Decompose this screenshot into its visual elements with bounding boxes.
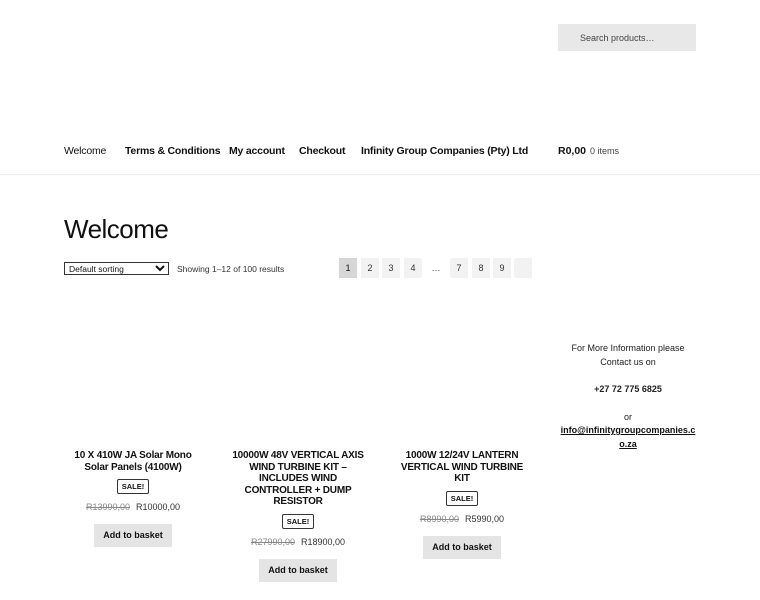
product-card bbox=[392, 450, 532, 559]
product-sale-price: R10000,00 bbox=[136, 502, 181, 512]
page-7[interactable]: 7 bbox=[450, 258, 468, 278]
product-price bbox=[392, 514, 532, 524]
header-divider bbox=[0, 174, 760, 175]
page-ellipsis: … bbox=[431, 263, 441, 273]
add-to-basket-button[interactable]: Add to basket bbox=[94, 524, 172, 547]
add-to-basket-button[interactable]: Add to basket bbox=[423, 536, 501, 559]
page-1[interactable]: 1 bbox=[339, 258, 357, 278]
sale-badge: SALE! bbox=[117, 479, 150, 494]
contact-or-text: or bbox=[623, 411, 632, 422]
primary-navigation bbox=[0, 145, 760, 159]
page-title: Welcome bbox=[64, 214, 169, 244]
product-card bbox=[63, 450, 203, 547]
nav-item-checkout[interactable]: Checkout bbox=[299, 145, 346, 157]
page-4[interactable]: 4 bbox=[404, 258, 422, 278]
page-3[interactable]: 3 bbox=[382, 258, 400, 278]
product-old-price: R8990,00 bbox=[419, 513, 459, 524]
product-sale-price: R18900,00 bbox=[301, 536, 346, 547]
contact-email-link[interactable]: info@infinitygroupcompanies.co.za bbox=[560, 425, 696, 449]
nav-item-terms[interactable]: Terms & Conditions bbox=[125, 145, 221, 157]
product-title[interactable]: 10000W 48V VERTICAL AXIS WIND TURBINE KIT – INCLUDES WIND CONTROLLER + DUMP RESISTOR bbox=[232, 450, 364, 507]
page-next[interactable] bbox=[514, 258, 532, 278]
nav-item-my-account[interactable]: My account bbox=[229, 145, 285, 157]
sale-badge: SALE! bbox=[446, 491, 479, 506]
cart-amount: R0,00 bbox=[558, 145, 587, 157]
product-old-price: R13990,00 bbox=[85, 502, 130, 512]
cart-link[interactable] bbox=[558, 145, 619, 157]
search-input[interactable] bbox=[558, 24, 696, 51]
contact-phone: +27 72 775 6825 bbox=[594, 384, 662, 394]
nav-item-welcome[interactable]: Welcome bbox=[64, 145, 107, 157]
cart-item-count: 0 items bbox=[590, 146, 620, 156]
page-8[interactable]: 8 bbox=[472, 258, 490, 278]
sort-select[interactable] bbox=[64, 262, 169, 275]
product-price bbox=[228, 537, 368, 547]
add-to-basket-button[interactable]: Add to basket bbox=[259, 559, 337, 582]
page-9[interactable]: 9 bbox=[493, 258, 511, 278]
sale-badge: SALE! bbox=[282, 514, 315, 529]
product-price bbox=[63, 502, 203, 512]
product-title[interactable]: 1000W 12/24V LANTERN VERTICAL WIND TURBINE KIT bbox=[400, 450, 524, 484]
page-2[interactable]: 2 bbox=[361, 258, 379, 278]
nav-item-company[interactable]: Infinity Group Companies (Pty) Ltd bbox=[361, 145, 529, 157]
product-sale-price: R5990,00 bbox=[465, 513, 505, 524]
result-count: Showing 1–12 of 100 results bbox=[177, 264, 285, 274]
contact-info-text: For More Information please Contact us on bbox=[571, 343, 685, 367]
product-card bbox=[228, 450, 368, 582]
contact-widget bbox=[558, 342, 698, 451]
product-old-price: R27990,00 bbox=[250, 536, 295, 547]
product-title[interactable]: 10 X 410W JA Solar Mono Solar Panels (4100W) bbox=[74, 450, 192, 473]
